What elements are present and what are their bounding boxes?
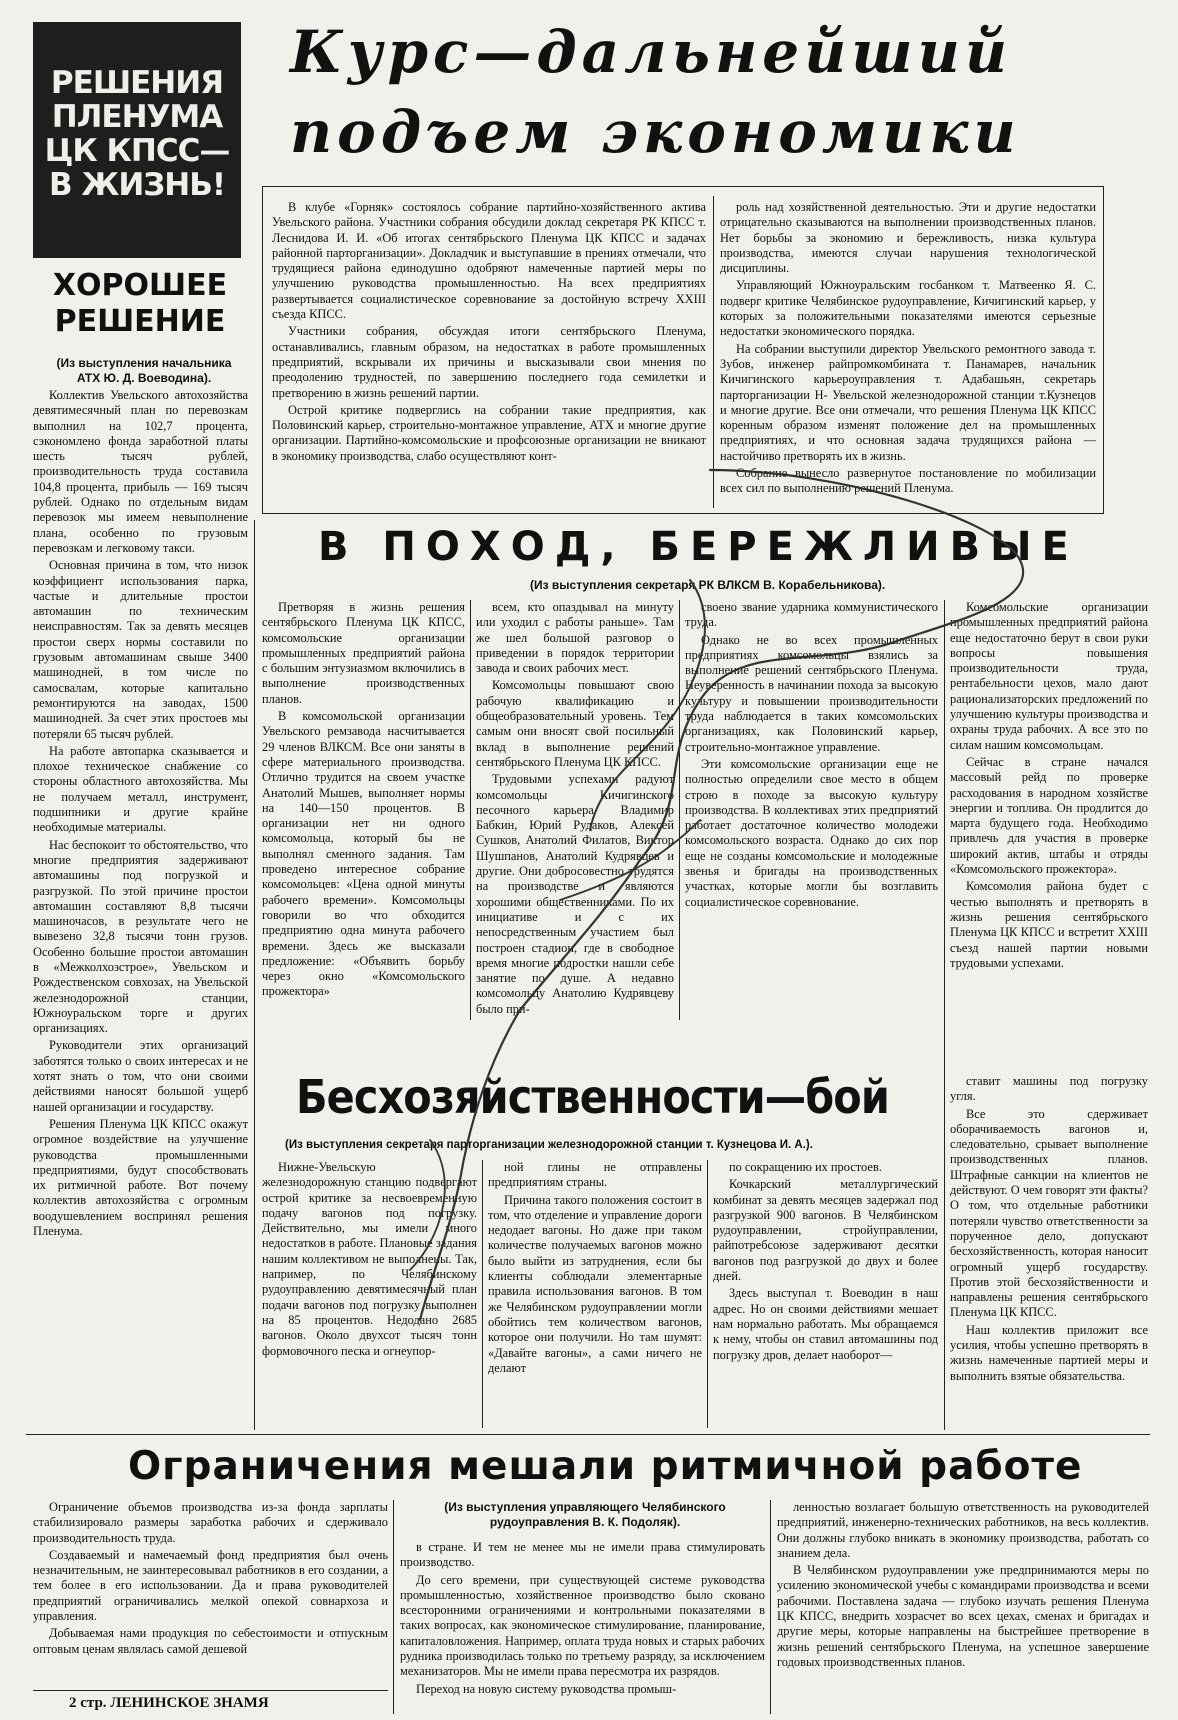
poxod-headline: В ПОХОД, БЕРЕЖЛИВЫЕ	[318, 524, 1079, 570]
column-divider	[770, 1500, 771, 1714]
paragraph: Участники собрания, обсуждая итоги сентябрьского Пленума, останавливались, главным образом, на недостатках в работе промышленных предприятий, вскрывали их причины и высказывали свои мнения по преодолению трудностей, по завершению последнего года семилетки и претворению в жизнь решений партии.	[272, 324, 706, 400]
paragraph: своено звание ударника коммунистического труда.	[685, 600, 938, 630]
paragraph: Нас беспокоит то обстоятельство, что многие предприятия задерживают автомашины под погрузкой и разгрузкой. По этой причине простои автомашин составляют 8,8 тысячи машиночасов, в результате чего не вывезено 32,8 тысячи тонн грузов. Особенно большие простои автомашин в «Межколхозстрое», Увельском и Рождественском совхозах, на Увельской железнодорожной станции, Южноуральском торге и других организациях.	[33, 837, 248, 1036]
paragraph: роль над хозяйственной деятельностью. Эти и другие недостатки отрицательно сказываются на выполнении производственных планов. Нет борьбы за экономию и бережливость, низка культура производства, имеются случаи нарушения технологической дисциплины.	[720, 200, 1096, 276]
section-divider	[26, 1434, 1150, 1435]
paragraph: Решения Пленума ЦК КПСС окажут огромное воздействие на улучшение руководства промышленными предприятиями, будут способствовать их ритмичной работе. Вот почему коллектив автохозяйства с огромным воодушевлением воспринял решения Пленума.	[33, 1116, 248, 1239]
paragraph: Причина такого положения состоит в том, что отделение и управление дороги недодает вагоны. Но даже при таком количестве получаемых вагонов можно было выйти из затруднения, если бы клиенты соблюдали элементарные правила использования вагонов. В том же Челябинском рудоуправлении могли обойтись тем количеством вагонов, которое они получили. Но там шумят: «Давайте вагоны», а сами ничего не делают	[488, 1192, 702, 1375]
paragraph: Все это сдерживает оборачиваемость вагонов и, следовательно, срывает выполнение производственных планов. Штрафные санкции на клиентов не действуют. О чем говорят эти факты? О том, что отдельные работники потеряли чувство ответственности за порученное дело, допускают бесхозяйственность, которая наносит огромный ущерб государству. Против этой бесхозяйственности и направлены решения сентябрьского Пленума ЦК КПСС.	[950, 1106, 1148, 1320]
bes-byline: (Из выступления секретаря парторганизации железнодорожной станции т. Кузнецова И. А.).	[285, 1139, 813, 1151]
paragraph: Ограничение объемов производства из-за фонда зарплаты стабилизировало размеры заработка рабочих и сдерживало производительность труда.	[33, 1500, 388, 1545]
bes-col-2	[488, 1160, 702, 1428]
paragraph: Острой критике подверглись на собрании такие предприятия, как Половинский карьер, строительно-монтажное управление, АТХ и многие другие организации. Партийно-комсомольские и профсоюзные организации не вникают в экономику производства, слабо осуществляют конт-	[272, 402, 706, 463]
paragraph: Комсомольские организации промышленных предприятий района еще недостаточно берут в свои руки вопросы повышения производительности труда, рентабельности цехов, мало дают рационализаторских предложений по улучшению культуры производства и охраны труда рабочих. А все это по силам нашим комсомольцам.	[950, 600, 1148, 752]
bes-col-4	[950, 1074, 1148, 1430]
logo-line-4: В ЖИЗНЬ!	[48, 167, 226, 203]
column-divider	[713, 196, 714, 508]
paragraph: Трудовыми успехами радуют комсомольцы Кичигинского песочного карьера. Владимир Бабкин, Юрий Рудаков, Алексей Сушков, Анатолий Филатов, Виктор Шушпанов, Анатолий Кудрявцев и другие. Они добросовестно трудятся на производстве и являются хорошими общественниками. По их инициативе и с их непосредственным участием был построен стадион, где в свободное время многие подростки нашли себе занятие по душе. А недавно комсомольцу Анатолию Кудрявцеву было при-	[476, 772, 674, 1016]
bes-col-3	[713, 1160, 938, 1428]
paragraph: Создаваемый и намечаемый фонд предприятия был очень незначительным, не заинтересовывал работников в его создании, а тем более в его использовании. Да и права руководителей предприятий ограничивались мелкой опекой совнархоза и управления.	[33, 1547, 388, 1624]
ogr-headline: Ограничения мешали ритмичной работе	[128, 1444, 1083, 1489]
main-headline-line-2: подъем экономики	[290, 98, 1021, 166]
paragraph: Собрание вынесло развернутое постановление по мобилизации всех сил по выполнению решений Пленума.	[720, 466, 1096, 496]
column-divider	[470, 600, 471, 1020]
logo-line-1: РЕШЕНИЯ	[50, 65, 224, 101]
poxod-col-1	[262, 600, 465, 1020]
paragraph: Комсомолия района будет с честью выполнять и претворять в жизнь решения сентябрьского Пленума ЦК КПСС и встретит XXIII съезд нашей партии новыми трудовыми успехами.	[950, 879, 1148, 970]
logo-line-3: ЦК КПСС—	[44, 133, 230, 169]
paragraph: В клубе «Горняк» состоялось собрание партийно-хозяйственного актива Увельского района. Участники собрания обсудили доклад секретаря РК КПСС т. Леснидова И. И. «Об итогах сентябрьского Пленума ЦК КПСС и задачах районной парторганизации». Докладчик и выступавшие в прениях отмечали, что трудящиеся района единодушно одобряют намеченные партией меры по улучшению руководства промышленностью. На всех предприятиях развертывается социалистическое соревнование за достойную встречу XXIII съезда КПСС.	[272, 200, 706, 322]
paragraph: всем, кто опаздывал на минуту или уходил с работы раньше». Там же шел большой разговор о приведении в порядок территории завода и своих рабочих мест.	[476, 600, 674, 676]
paragraph: До сего времени, при существующей системе руководства промышленностью, хозяйственное производство было сковано всесторонними ограничениями и контрольными показателями в таких вопросах, как экономическое стимулирование, планирование, капиталовложения. Например, оплата труда новых и старых рабочих рудника производилась только по третьему разряду, за исключением механизаторов. Мы не имели права пересмотра их разрядов.	[400, 1572, 765, 1679]
column-divider	[679, 600, 680, 1020]
paragraph: Претворяя в жизнь решения сентябрьского Пленума ЦК КПСС, комсомольские организации промышленных предприятий района с большим энтузиазмом включились в выполнение производственных планов.	[262, 600, 465, 706]
good-decision-byline: (Из выступления начальника АТХ Ю. Д. Воеводина).	[56, 356, 232, 385]
page-footer	[33, 1690, 388, 1716]
paragraph: Сейчас в стране начался массовый рейд по проверке расходования в народном хозяйстве энергии и топлива. Он продлится до марта будущего года. Необходимо привлечь для участия в проверке широкий актив, штабы и отряды «Комсомольского прожектора».	[950, 754, 1148, 877]
bes-col-1	[262, 1160, 477, 1428]
paragraph: Комсомольцы повышают свою рабочую квалификацию и общеобразовательный уровень. Тем самым они вносят свой посильный вклад в выполнение решений сентябрьского Пленума ЦК КПСС.	[476, 678, 674, 769]
paragraph: Коллектив Увельского автохозяйства девятимесячный план по перевозкам выполнил на 102,7 процента, сэкономлено фонда заработной платы шесть тысяч рублей, производительность труда составила 104,8 процента, прибыль — 169 тысяч рублей. Однако по отдельным видам перевозок мы имеем невыполнение плана, особенно по грузовым перевозкам и легковому такси.	[33, 388, 248, 555]
paragraph: ной глины не отправлены предприятиям страны.	[488, 1160, 702, 1190]
footer-label: 2 стр. ЛЕНИНСКОЕ ЗНАМЯ	[69, 1695, 269, 1711]
main-headline-line-1: Курс—дальнейший	[290, 18, 1013, 86]
paragraph: Здесь выступал т. Воеводин в наш адрес. Но он своими действиями мешает нам нормально работать. Мы обращаемся к нему, чтобы он ставил автомашины под погрузку дров, делает наоборот—	[713, 1286, 938, 1362]
paragraph: в стране. И тем не менее мы не имели права стимулировать производство.	[400, 1540, 765, 1570]
paragraph: ленностью возлагает большую ответственность на руководителей предприятий, инженерно-технических работников, на весь коллектив. Они должны глубоко вникать в экономику производства, работать со знанием дела.	[777, 1500, 1149, 1560]
paragraph: Нижне-Увельскую железнодорожную станцию подвергают острой критике за несвоевременную подачу вагонов под погрузку. Действительно, мы имели много недостатков в работе. Плановые задания нашим коллективом не выполнены. Так, например, по Челябинскому рудоуправлению девятимесячный план подачи вагонов под погрузку выполнен на 85 процентов. Недодано 2685 вагонов. Около двухсот тысяч тонн формовочного песка и огнеупор-	[262, 1160, 477, 1358]
paragraph: Основная причина в том, что низок коэффициент использования парка, частые и длительные простои автомашин по техническим неисправностям. Так за девять месяцев простои сверх нормы составили по грузовым автомашинам свыше 3400 машинодней, в том числе по самосвалам, которые капитально ремонтируются на заводах, 1500 машинодней. За счет этих простоев мы потеряли 65 тысяч рублей.	[33, 558, 248, 741]
main-article-col-2	[720, 200, 1096, 510]
good-decision-headline: ХОРОШЕЕ РЕШЕНИЕ	[52, 268, 228, 339]
poxod-col-3	[685, 600, 938, 1020]
bes-headline: Бесхозяйственности—бой	[296, 1070, 889, 1124]
column-divider	[254, 520, 255, 1430]
paragraph: по сокращению их простоев.	[729, 1160, 882, 1174]
paragraph: В комсомольской организации Увельского ремзавода насчитывается 29 членов ВЛКСМ. Все они заняты в сфере материального производства. Отлично трудится на своем участке Анатолий Мышев, выполняет нормы на 140—150 процентов. В организации нет ни одного комсомольца, который бы не выполнял сменного задания. Там проведено интересное собрание комсомольцев: «Цена одной минуты рабочего времени». Комсомольцы говорили во что обходится предприятию одна минута рабочего времени. Здесь же высказали предложение: «Объявить борьбу через окно «Комсомольского прожектора»	[262, 709, 465, 999]
plenum-logo	[33, 22, 241, 258]
poxod-byline: (Из выступления секретаря РК ВЛКСМ В. Корабельникова).	[530, 578, 886, 592]
ogr-col-1	[33, 1500, 388, 1690]
paragraph: Однако не во всех промышленных предприятиях комсомольцы взялись за выполнение решений сентябрьского Пленума. Неуверенность в начинании похода за высокую культуру и повышении производительности труда наблюдается в таких комсомольских организациях, как Половинский карьер, строительно-монтажное управление.	[685, 632, 938, 754]
paragraph: На собрании выступили директор Увельского ремонтного завода т. Зубов, инженер райпромкомбината т. Панамарев, начальник Кичигинского карьероуправления т. Адабашьян, секретарь парторганизации Н- Увельской железнодорожной станции т.Кузнецов и многие другие. Все они отмечали, что решения Пленума ЦК КПСС коренным образом изменят положение дел на промышленных предприятиях, и что основная задача трудящихся района — настойчиво претворять их в жизнь.	[720, 341, 1096, 463]
poxod-col-4	[950, 600, 1148, 1070]
paragraph: Добываемая нами продукция по себестоимости и отпускным оптовым ценам являлась самой дешевой	[33, 1626, 388, 1656]
paragraph: На работе автопарка сказывается и плохое техническое снабжение со стороны областного автохозяйства. Мы не получаем металл, инструмент, подшипники и другие крайне необходимые материалы.	[33, 743, 248, 835]
paragraph: Кочкарский металлургический комбинат за девять месяцев задержал под разгрузкой 900 вагонов. В Челябинском рудоуправлении, стройуправлении, райпотребсоюзе задерживают десятки вагонов под разгрузкой до двух и более дней.	[713, 1177, 938, 1284]
paragraph: Переход на новую систему руководства промыш-	[416, 1681, 677, 1696]
paragraph: В Челябинском рудоуправлении уже предпринимаются меры по усилению экономической учебы с командирами производства и всеми рабочими. Поставлена задача — глубоко изучать решения Пленума ЦК КПСС, внедрить хозрасчет во всех цехах, сменах и бригадах и другие меры, которые направлены на быстрейшее претворение в жизнь решений сентябрьского Пленума, на успешное завершение годовых производственных планов.	[777, 1563, 1149, 1669]
ogr-col-2	[400, 1540, 765, 1714]
paragraph: ставит машины под погрузку угля.	[950, 1074, 1148, 1104]
ogr-byline: (Из выступления управляющего Челябинского рудоуправления В. К. Подоляк).	[444, 1500, 726, 1529]
logo-line-2: ПЛЕНУМА	[51, 99, 223, 135]
paragraph: Наш коллектив приложит все усилия, чтобы успешно претворять в жизнь намеченные партией меры и выполнить взятые обязательства.	[950, 1322, 1148, 1383]
paragraph: Эти комсомольские организации еще не полностью определили свое место в общем строю в походе за высокую культуру производства. В коллективах этих предприятий работает достаточное количество молодежи комсомольского возраста. Однако до сих пор еще не созданы комсомольские и молодежные звенья и бригады на производственных участках, которые могли бы возглавить социалистическое соревнование.	[685, 756, 938, 909]
ogr-col-3	[777, 1500, 1149, 1714]
column-divider	[482, 1160, 483, 1428]
good-decision-body	[33, 388, 248, 1420]
main-article-col-1	[272, 200, 706, 510]
poxod-col-2	[476, 600, 674, 1020]
column-divider	[707, 1160, 708, 1428]
paragraph: Руководители этих организаций заботятся только о своих интересах и не хотят знать о том, что они своими действиями наносят большой ущерб нашей организации и государству.	[33, 1038, 248, 1114]
column-divider	[393, 1500, 394, 1714]
column-divider	[944, 600, 945, 1430]
paragraph: Управляющий Южноуральским госбанком т. Матвеенко Я. С. подверг критике Челябинское рудоуправление, Кичигинский карьер, у которых за положительными показателями имеются серьезные недостатки экономического порядка.	[720, 278, 1096, 339]
